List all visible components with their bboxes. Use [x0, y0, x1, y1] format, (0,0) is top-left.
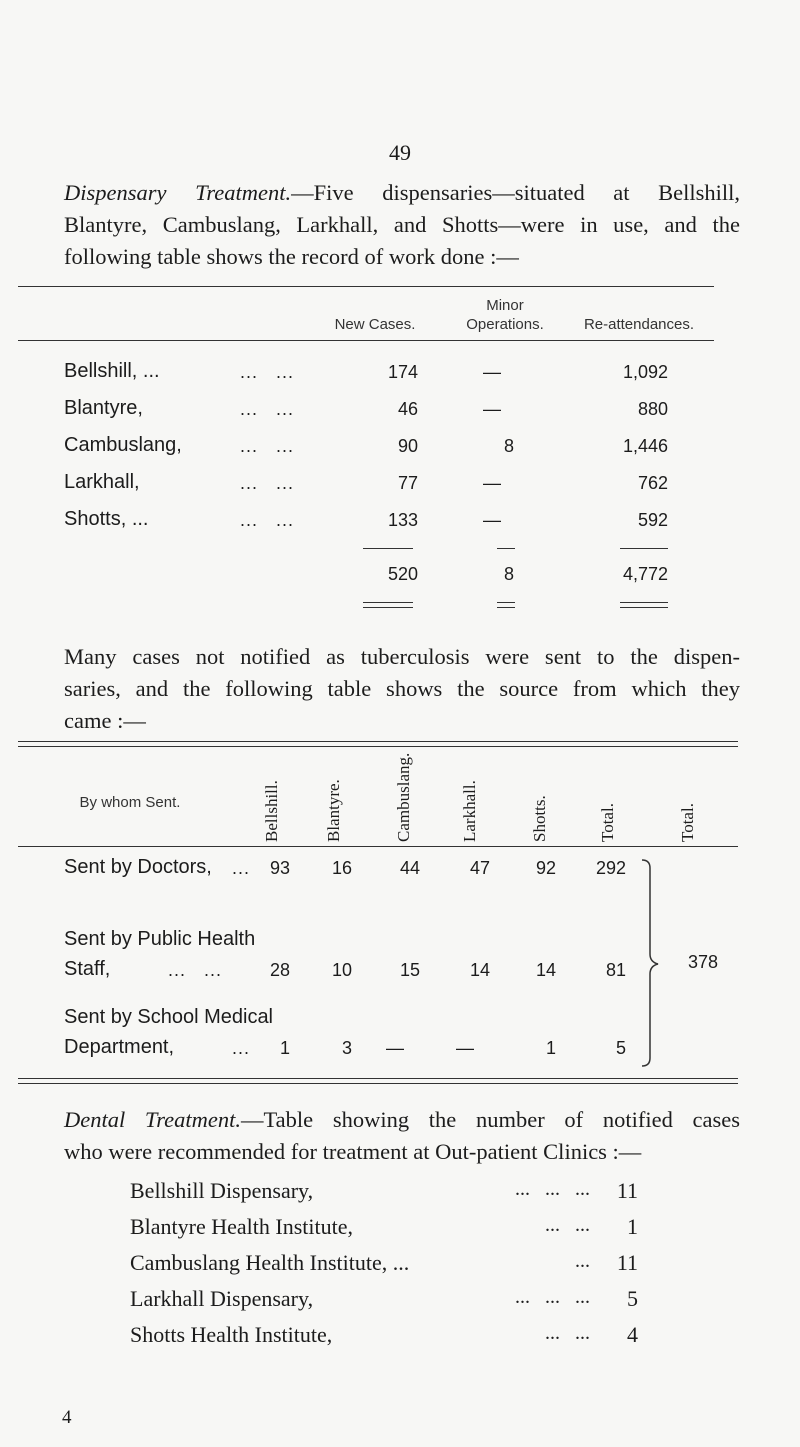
dispensary-row-reattendances: 592	[637, 510, 668, 530]
col-minor-1: Minor	[486, 297, 524, 314]
col-reattendances: Re-attendances.	[583, 316, 695, 333]
dispensary-row-new-cases: 46	[397, 399, 418, 419]
dental-line-2: who were recommended for treatment at Out-patient Clinics :—	[64, 1139, 642, 1164]
col-larkhall: Larkhall.	[460, 780, 479, 842]
col-shotts: Shotts.	[530, 795, 549, 842]
tb-line-1: Many cases not notified as tuberculosis were sent to the dispen-	[64, 644, 740, 669]
dispensary-row-dots: ... ...	[240, 473, 295, 493]
source-row-dots: ... ...	[168, 960, 223, 980]
source-header-rule	[18, 846, 738, 847]
dispensary-row-new-cases: 77	[397, 473, 418, 493]
col-cambuslang: Cambuslang.	[394, 752, 413, 842]
dispensary-paragraph	[64, 177, 740, 273]
new-cases-total-rule	[363, 602, 413, 608]
dispensary-intro: —Five dispensaries—situated at Bellshill,	[291, 180, 740, 205]
dental-item-dots: ... ... ...	[515, 1178, 590, 1200]
dispensary-row-minor-ops: 8	[503, 436, 514, 456]
dental-paragraph	[64, 1104, 740, 1168]
dental-item-count: 5	[627, 1286, 638, 1311]
dispensary-row-place: Shotts, ...	[64, 508, 149, 530]
dispensary-row-place: Cambuslang,	[64, 434, 182, 456]
source-row-value: 1	[279, 1038, 290, 1058]
tb-line-2: saries, and the following table shows the source from which they	[64, 676, 740, 701]
dispensary-row-dots: ... ...	[240, 399, 295, 419]
new-cases-subtotal-rule	[363, 548, 413, 549]
dental-item-name: Shotts Health Institute,	[130, 1322, 333, 1347]
grand-total: 378	[687, 952, 718, 972]
dispensary-row-minor-ops: —	[483, 510, 501, 530]
tb-line-3: came :—	[64, 708, 146, 733]
source-table-bottom-rule	[18, 1078, 738, 1084]
dispensary-row-reattendances: 880	[637, 399, 668, 419]
dispensary-row-dots: ... ...	[240, 510, 295, 530]
table-top-rule	[18, 286, 714, 287]
dental-item-count: 4	[627, 1322, 638, 1347]
dispensary-row-place: Larkhall,	[64, 471, 140, 493]
source-header-label: By whom Sent.	[79, 794, 181, 811]
dispensary-line-2: Blantyre, Cambuslang, Larkhall, and Shotts—were in use, and the	[64, 212, 740, 237]
source-row-value: 16	[331, 858, 352, 878]
dental-item-dots: ... ...	[545, 1214, 590, 1236]
total-new-cases: 520	[387, 564, 418, 584]
dental-item-count: 11	[616, 1250, 638, 1275]
reattendances-subtotal-rule	[620, 548, 668, 549]
dispensary-row-new-cases: 133	[387, 510, 418, 530]
dispensary-row-minor-ops: —	[483, 399, 501, 419]
source-row-value: 292	[595, 858, 626, 878]
dispensary-heading: Dispensary Treatment.	[64, 180, 292, 205]
source-row-value: 93	[269, 858, 290, 878]
source-row-value: 14	[535, 960, 556, 980]
dental-intro: —Table showing the number of notified cases	[240, 1107, 740, 1132]
tuberculosis-paragraph	[64, 641, 740, 737]
dental-item-dots: ... ... ...	[515, 1286, 590, 1308]
source-row-value: 28	[269, 960, 290, 980]
source-row-value: 3	[341, 1038, 352, 1058]
total-minor-ops: 8	[503, 564, 514, 584]
reattendances-total-rule	[620, 602, 668, 608]
col-new-cases: New Cases.	[334, 316, 416, 333]
col-bellshill: Bellshill.	[262, 780, 281, 842]
source-row-value: 44	[399, 858, 420, 878]
source-row-label-line-1: Sent by School Medical	[64, 1006, 274, 1028]
signature-mark: 4	[62, 1407, 72, 1428]
source-row-value: 81	[605, 960, 626, 980]
source-row-value: 47	[469, 858, 490, 878]
dental-item-count: 11	[616, 1178, 638, 1203]
source-row-label: Sent by Doctors,	[64, 856, 212, 878]
minor-ops-subtotal-rule	[497, 548, 515, 549]
dispensary-line-3: following table shows the record of work done :—	[64, 244, 519, 269]
dispensary-row-reattendances: 762	[637, 473, 668, 493]
dispensary-row-new-cases: 90	[397, 436, 418, 456]
dispensary-row-dots: ... ...	[240, 362, 295, 382]
source-table-top-rule	[18, 741, 738, 747]
dental-item-count: 1	[627, 1214, 638, 1239]
dental-item-name: Blantyre Health Institute,	[130, 1214, 353, 1239]
source-row-label: Department,	[64, 1036, 175, 1058]
source-row-label: Staff,	[64, 958, 111, 980]
source-row-value: 5	[615, 1038, 626, 1058]
dental-item-dots: ...	[575, 1250, 590, 1272]
dispensary-row-reattendances: 1,092	[622, 362, 668, 382]
dispensary-row-minor-ops: —	[483, 362, 501, 382]
total-reattendances: 4,772	[622, 564, 668, 584]
dental-item-name: Bellshill Dispensary,	[130, 1178, 314, 1203]
dental-line-1	[64, 1104, 740, 1136]
source-row-dots: ...	[232, 1038, 251, 1058]
source-row-label-line-1: Sent by Public Health	[64, 928, 256, 950]
col-blantyre: Blantyre.	[324, 779, 343, 842]
dental-heading: Dental Treatment.	[64, 1107, 241, 1132]
dispensary-row-dots: ... ...	[240, 436, 295, 456]
dispensary-line-1	[64, 177, 740, 209]
source-row-value: 15	[399, 960, 420, 980]
dispensary-row-place: Blantyre,	[64, 397, 143, 419]
dental-item-dots: ... ...	[545, 1322, 590, 1344]
dispensary-row-place: Bellshill, ...	[64, 360, 160, 382]
page-number: 49	[389, 140, 411, 165]
source-row-value: 10	[331, 960, 352, 980]
dental-item-name: Larkhall Dispensary,	[130, 1286, 314, 1311]
dispensary-row-reattendances: 1,446	[622, 436, 668, 456]
source-row-value: —	[386, 1038, 404, 1058]
source-row-value: 92	[535, 858, 556, 878]
dispensary-row-new-cases: 174	[387, 362, 418, 382]
source-row-dots: ...	[232, 858, 251, 878]
source-row-value: —	[456, 1038, 474, 1058]
minor-ops-total-rule	[497, 602, 515, 608]
table-header-rule	[18, 340, 714, 341]
dental-item-name: Cambuslang Health Institute, ...	[130, 1250, 410, 1275]
source-row-value: 14	[469, 960, 490, 980]
col-total-2: Total.	[678, 803, 697, 842]
col-total: Total.	[598, 803, 617, 842]
col-minor-2: Operations.	[466, 316, 544, 333]
dispensary-row-minor-ops: —	[483, 473, 501, 493]
source-row-value: 1	[545, 1038, 556, 1058]
